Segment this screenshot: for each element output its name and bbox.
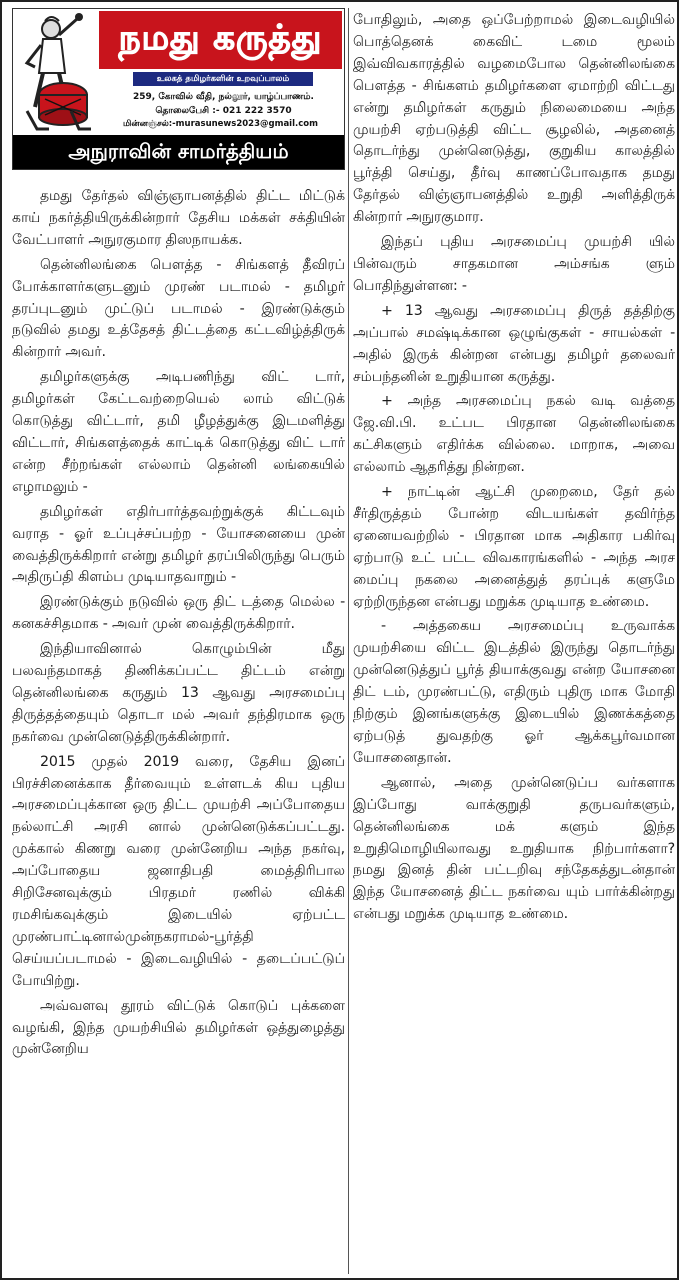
column-divider bbox=[348, 8, 349, 1274]
article-headline: அநுராவின் சாமர்த்தியம் bbox=[13, 135, 344, 169]
paragraph: + 13 ஆவது அரசமைப்பு திருத் தத்திற்கு அப்பால் சமஷ்டிக்கான ஒழுங்குகள் - சாயல்கள் - அதில் இருக் கின்றன என்பது தமிழர் தலைவர் சம்பந்தனின் உறுதியான கருத்து. bbox=[353, 302, 675, 385]
masthead-address-block bbox=[105, 90, 342, 118]
paragraph: தமிழர்களுக்கு அடிபணிந்து விட் டார், தமிழர்கள் கேட்டவற்றையெல் லாம் விட்டுக் கொடுத்து விட்டார், தமி ழீழத்துக்கு இடமளித்து விட்டார், சிங்களத்தைக் காட்டிக் கொடுத்து விட் டார் என்ற சீற்றங்கள் எல்லாம் தென்னி லங்கையில் எழாமலும் - bbox=[12, 369, 345, 495]
masthead-title: நமது கருத்து bbox=[99, 11, 342, 69]
masthead-tagline: உலகத் தமிழர்களின் உறவுப்பாலம் bbox=[133, 72, 313, 86]
paragraph: + அந்த அரசமைப்பு நகல் வடி வத்தை ஜே.வி.பி. உட்பட பிரதான தென்னிலங்கை கட்சிகளும் எதிர்க்க வில்லை. மாறாக, அவை எல்லாம் ஆதரித்து நின்றன. bbox=[353, 393, 675, 476]
masthead bbox=[12, 8, 345, 170]
paragraph: ஆனால், அதை முன்னெடுப்ப வர்களாக இப்போது வாக்குறுதி தருபவர்களும், தென்னிலங்கை மக் களும் இந்த உறுதிமொழியிலாவது உறுதியாக நிற்பார்களா? நமது இனத் தின் பட்டறிவு சந்தேகத்துடன்தான் இந்த யோசனைத் திட்ட நகர்வை யும் பார்க்கின்றது என்பது மறுக்க முடியாத உண்மை. bbox=[353, 774, 675, 923]
right-column bbox=[353, 8, 675, 1276]
paragraph: இந்தப் புதிய அரசமைப்பு முயற்சி யில் பின்வரும் சாதகமான அம்சங்க ளும் பொதிந்துள்ளன: - bbox=[353, 234, 675, 294]
paragraph: + நாட்டின் ஆட்சி முறைமை, தேர் தல் சீர்திருத்தம் போன்ற விடயங்கள் தவிர்ந்த ஏனையவற்றில் - பிரதான மாக அதிகார பகிர்வு ஏற்பாடு உட் பட்ட விவகாரங்களில் - அந்த அரச மைப்பு நகலை அனைத்துத் தரப்புக் களுமே ஏற்றிருந்தன என்பது மறுக்க முடியாத உண்மை. bbox=[353, 484, 675, 610]
paragraph: தமிழர்கள் எதிர்பார்த்தவற்றுக்குக் கிட்டவும் வராத - ஓர் உப்புச்சப்பற்ற - யோசனையை முன் வைத்திருக்கிறார் என்று தமிழர் தரப்பிலிருந்து பெரும் அதிருப்தி கிளம்ப முடியாதவாறும் - bbox=[12, 503, 345, 586]
masthead-email: மின்னஞ்சல்:-murasunews2023@gmail.com bbox=[123, 119, 318, 129]
left-column bbox=[12, 8, 345, 1276]
right-column-text bbox=[353, 10, 675, 926]
paragraph: இந்தியாவினால் கொழும்பின் மீது பலவந்தமாகத் திணிக்கப்பட்ட திட்டம் என்று தென்னிலங்கை கருதும் 13 ஆவது அரசமைப்பு திருத்தத்தையும் தொடா மல் அவர் தந்திரமாக ஒரு நகர்வை முன்னெடுத்திருக்கின்றார். bbox=[12, 641, 345, 745]
paragraph: போதிலும், அதை ஒப்பேற்றாமல் இடைவழியில் பொத்தெனக் கைவிட் டமை மூலம் இவ்விவகாரத்தில் வழமைபோல தென்னிலங்கை பௌத்த - சிங்களம் தமிழர்களை ஏமாற்றி விட்டது என்று தமிழர்கள் கருதும் நிலைமையை அந்த முயற்சி ஏற்படுத்தி விட்ட சூழலில், அதனைத் தொடர்ந்து முன்னெடுத்து, குறுகிய காலத்தில் பூர்த்தி செய்து, தீர்வு காணப்போவதாக தமது தேர்தல் விஞ்ஞாபனத்தில் உறுதி அளித்திருக் கின்றார் அநுரகுமார. bbox=[353, 12, 675, 226]
masthead-phone: தொலைபேசி :- 021 222 3570 bbox=[155, 106, 292, 116]
drummer-logo-icon bbox=[15, 11, 97, 133]
masthead-address: 259, கோவில் வீதி, நல்லூர், யாழ்ப்பாணம். bbox=[133, 92, 314, 102]
paragraph: இரண்டுக்கும் நடுவில் ஒரு திட் டத்தை மெல்ல - கனகச்சிதமாக - அவர் முன் வைத்திருக்கிறார். bbox=[12, 594, 345, 633]
paragraph: - அத்தகைய அரசமைப்பு உருவாக்க முயற்சியை விட்ட இடத்தில் இருந்து தொடர்ந்து முன்னெடுத்துப் பூர்த் தியாக்குவது என்ற யோசனை திட் டம், முரண்பட்டு, எதிரும் புதிரு மாக மோதி நிற்கும் இனங்களுக்கு இடையில் இணக்கத்தை ஏற்படுத் துவதற்கு ஓர் ஆக்கபூர்வமான யோசனைதான். bbox=[353, 618, 675, 766]
left-column-text bbox=[12, 186, 345, 1061]
paragraph: தென்னிலங்கை பௌத்த - சிங்களத் தீவிரப் போக்காளர்களுடனும் முரண் படாமல் - தமிழர் தரப்புடனும் முட்டுப் படாமல் - இரண்டுக்கும் நடுவில் தமது உத்தேசத் திட்டத்தை கட்டவிழ்த்திருக் கின்றார் அவர். bbox=[12, 256, 345, 361]
paragraph: அவ்வளவு தூரம் விட்டுக் கொடுப் புக்களை வழங்கி, இந்த முயற்சியில் தமிழர்கள் ஒத்துழைத்து முன்னேறிய bbox=[12, 997, 345, 1058]
paragraph: தமது தேர்தல் விஞ்ஞாபனத்தில் திட்ட மிட்டுக் காய் நகர்த்தியிருக்கின்றார் தேசிய மக்கள் சக்தியின் வேட்பாளர் அநுரகுமார திஸநாயக்க. bbox=[12, 188, 345, 248]
paragraph: 2015 முதல் 2019 வரை, தேசிய இனப் பிரச்சினைக்காக தீர்வையும் உள்ளடக் கிய புதிய அரசமைப்புக்கான ஒரு திட்ட முயற்சி அப்போதைய நல்லாட்சி அரசி னால் முன்னெடுக்கப்பட்டது. முக்கால் கிணறு வரை முன்னேறிய அந்த நகர்வு, அப்போதைய ஜனாதிபதி மைத்திரிபால சிறிசேனவுக்கும் பிரதமர் ரணில் விக்கி ரமசிங்கவுக்கும் இடையில் ஏற்பட்ட முரண்பாட்டினால்முன்நகராமல்-பூர்த்தி செய்யப்படாமல் - இடைவழியில் - தடைப்பட்டுப் போயிற்று. bbox=[12, 753, 345, 989]
